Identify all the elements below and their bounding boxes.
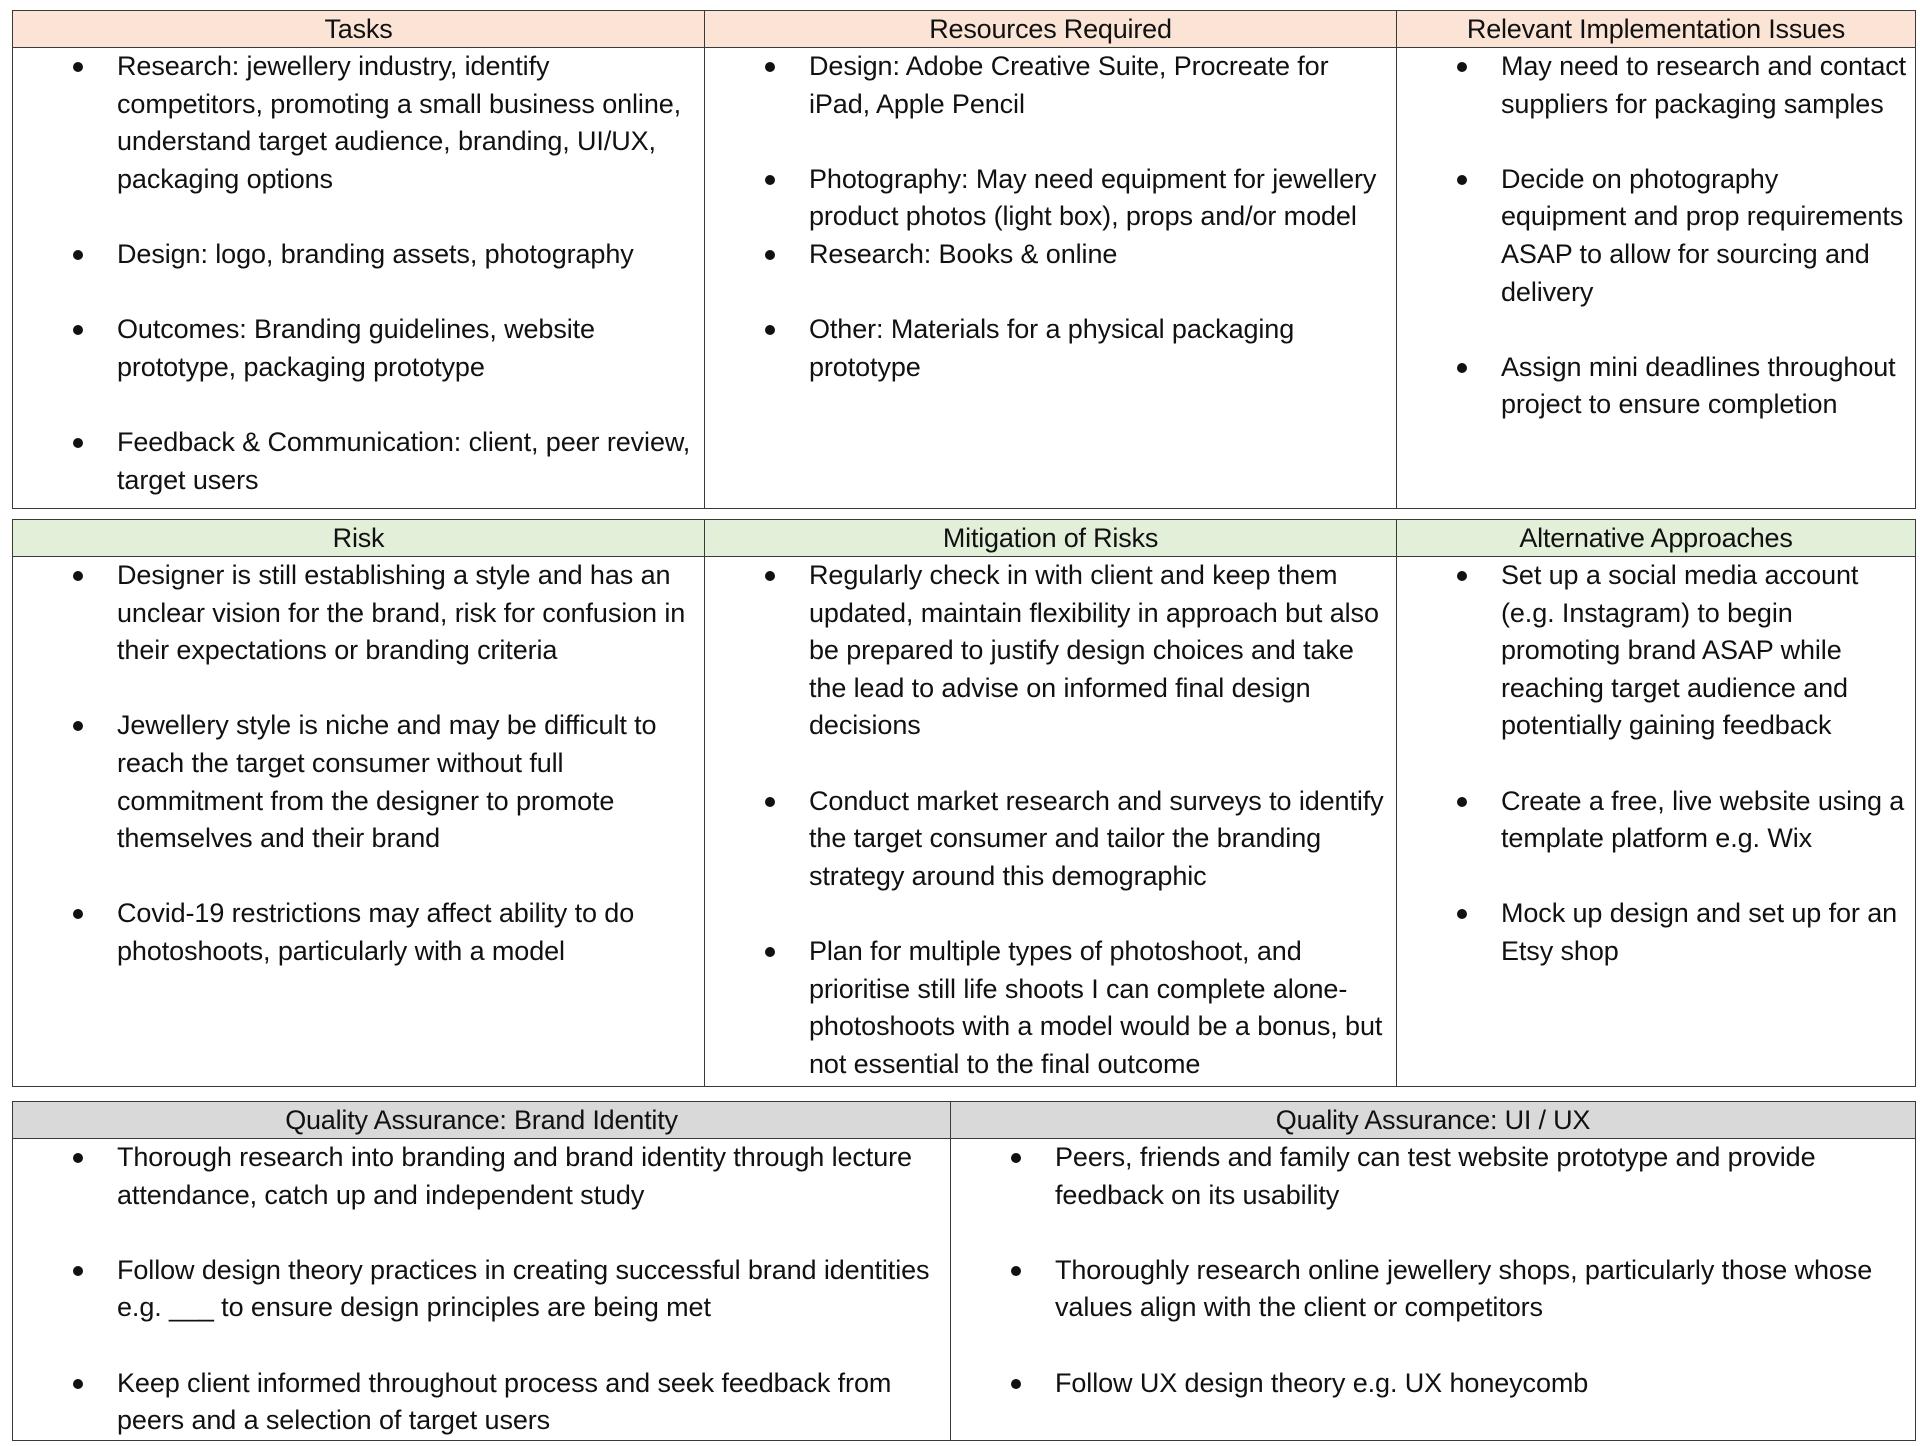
risk-body-row: [13, 557, 1916, 1087]
risk-text: Covid-19 restrictions may affect ability to do photoshoots, particularly with a model: [117, 898, 635, 966]
bullet-icon: [765, 250, 775, 260]
alternative-text: Create a free, live website using a template platform e.g. Wix: [1501, 785, 1905, 854]
uiux-qa-text: Peers, friends and family can test website prototype and provide feedback on its usability: [1055, 1142, 1816, 1210]
mitigation-header: Mitigation of Risks: [705, 520, 1397, 557]
task-text: Research: jewellery industry, identify competitors, promoting a small business online, understand target audience, branding, UI/UX, packaging options: [117, 51, 682, 194]
resource-text: Photography: May need equipment for jewellery product photos (light box), props and/or model: [809, 163, 1377, 232]
list-item: [705, 557, 1396, 745]
tasks-header: Tasks: [13, 11, 705, 48]
task-text: Outcomes: Branding guidelines, website prototype, packaging prototype: [117, 314, 595, 382]
issues-cell: [1397, 48, 1916, 509]
list-item: [705, 933, 1396, 1083]
alternatives-header: Alternative Approaches: [1397, 520, 1916, 557]
bullet-icon: [1011, 1266, 1021, 1276]
mitigation-list: [705, 557, 1396, 1083]
bullet-icon: [765, 62, 775, 72]
list-item: [1397, 349, 1915, 424]
issues-list: [1397, 48, 1915, 424]
tasks-list: [13, 48, 704, 499]
issue-text: May need to research and contact suppliers for packaging samples: [1501, 51, 1907, 119]
alternatives-cell: [1397, 557, 1916, 1087]
risk-table: [12, 519, 1916, 1087]
quality-table: [12, 1101, 1916, 1441]
bullet-icon: [73, 571, 83, 581]
mitigation-text: Plan for multiple types of photoshoot, and prioritise still life shoots I can complete alone- photoshoots with a model would be a bonus, but not essential to the final outcome: [809, 935, 1383, 1079]
list-item: [951, 1139, 1915, 1214]
planning-table: [12, 10, 1916, 509]
quality-body-row: [13, 1139, 1916, 1441]
list-item: [705, 48, 1396, 123]
list-item: [705, 783, 1396, 896]
list-item: [13, 236, 704, 274]
bullet-icon: [765, 947, 775, 957]
alternative-text: Set up a social media account (e.g. Instagram) to begin promoting brand ASAP while reaching target audience and potentially gaining feedback: [1501, 560, 1859, 741]
list-item: [1397, 161, 1915, 311]
resources-cell: [705, 48, 1397, 509]
list-item: [705, 311, 1396, 386]
bullet-icon: [765, 325, 775, 335]
brand-qa-text: Follow design theory practices in creating successful brand identities e.g. ___ to ensure design principles are being met: [117, 1254, 930, 1323]
uiux-list: [951, 1139, 1915, 1402]
bullet-icon: [73, 1266, 83, 1276]
mitigation-text: Regularly check in with client and keep them updated, maintain flexibility in approach but also be prepared to justify design choices and take the lead to advise on informed final design decisions: [809, 560, 1379, 741]
bullet-icon: [765, 571, 775, 581]
planning-header-row: [13, 11, 1916, 48]
bullet-icon: [73, 438, 83, 448]
brand-qa-text: Keep client informed throughout process and seek feedback from peers and a selection of target users: [117, 1367, 892, 1436]
quality-header-row: [13, 1102, 1916, 1139]
uiux-qa-text: Follow UX design theory e.g. UX honeycomb: [1055, 1367, 1589, 1398]
list-item: [13, 311, 704, 386]
list-item: [13, 895, 704, 970]
alternatives-list: [1397, 557, 1915, 971]
task-text: Feedback & Communication: client, peer review, target users: [117, 426, 691, 495]
bullet-icon: [73, 325, 83, 335]
list-item: [13, 557, 704, 670]
resource-text: Research: Books & online: [809, 238, 1118, 269]
list-item: [13, 1139, 950, 1214]
list-item: [705, 161, 1396, 236]
list-item: [1397, 895, 1915, 970]
bullet-icon: [1457, 363, 1467, 373]
task-text: Design: logo, branding assets, photography: [117, 238, 634, 269]
list-item: [13, 1252, 950, 1327]
list-item: [1397, 48, 1915, 123]
bullet-icon: [1011, 1153, 1021, 1163]
resources-list: [705, 48, 1396, 386]
list-item: [13, 424, 704, 499]
bullet-icon: [73, 1153, 83, 1163]
bullet-icon: [765, 175, 775, 185]
list-item: [705, 236, 1396, 274]
risks-cell: [13, 557, 705, 1087]
list-item: [13, 707, 704, 857]
uiux-qa-text: Thoroughly research online jewellery shops, particularly those whose values align with the client or competitors: [1055, 1254, 1873, 1323]
bullet-icon: [1457, 909, 1467, 919]
tasks-cell: [13, 48, 705, 509]
issues-header: Relevant Implementation Issues: [1397, 11, 1916, 48]
brand-identity-list: [13, 1139, 950, 1440]
alternative-text: Mock up design and set up for an Etsy shop: [1501, 898, 1898, 966]
bullet-icon: [73, 909, 83, 919]
bullet-icon: [73, 1379, 83, 1389]
bullet-icon: [765, 797, 775, 807]
list-item: [13, 48, 704, 198]
risk-header: Risk: [13, 520, 705, 557]
brand-identity-cell: [13, 1139, 951, 1441]
bullet-icon: [73, 62, 83, 72]
risks-list: [13, 557, 704, 971]
issue-text: Assign mini deadlines throughout project to ensure completion: [1501, 351, 1896, 420]
bullet-icon: [73, 250, 83, 260]
bullet-icon: [1011, 1379, 1021, 1389]
uiux-cell: [951, 1139, 1916, 1441]
resource-text: Design: Adobe Creative Suite, Procreate for iPad, Apple Pencil: [809, 51, 1329, 119]
planning-body-row: [13, 48, 1916, 509]
list-item: [13, 1365, 950, 1440]
risk-text: Jewellery style is niche and may be difficult to reach the target consumer without full commitment from the designer to promote themselves and their brand: [117, 710, 657, 854]
mitigation-cell: [705, 557, 1397, 1087]
risk-header-row: [13, 520, 1916, 557]
list-item: [951, 1252, 1915, 1327]
risk-text: Designer is still establishing a style and has an unclear vision for the brand, risk for confusion in their expectations or branding criteria: [117, 560, 686, 666]
list-item: [1397, 557, 1915, 745]
mitigation-text: Conduct market research and surveys to identify the target consumer and tailor the branding strategy around this demographic: [809, 785, 1384, 891]
resource-text: Other: Materials for a physical packaging prototype: [809, 314, 1295, 382]
brand-qa-text: Thorough research into branding and brand identity through lecture attendance, catch up and independent study: [117, 1142, 912, 1210]
bullet-icon: [73, 721, 83, 731]
bullet-icon: [1457, 571, 1467, 581]
uiux-header: Quality Assurance: UI / UX: [951, 1102, 1916, 1139]
bullet-icon: [1457, 797, 1467, 807]
issue-text: Decide on photography equipment and prop requirements ASAP to allow for sourcing and delivery: [1501, 163, 1904, 307]
resources-header: Resources Required: [705, 11, 1397, 48]
brand-identity-header: Quality Assurance: Brand Identity: [13, 1102, 951, 1139]
bullet-icon: [1457, 62, 1467, 72]
list-item: [1397, 783, 1915, 858]
list-item: [951, 1365, 1915, 1403]
bullet-icon: [1457, 175, 1467, 185]
